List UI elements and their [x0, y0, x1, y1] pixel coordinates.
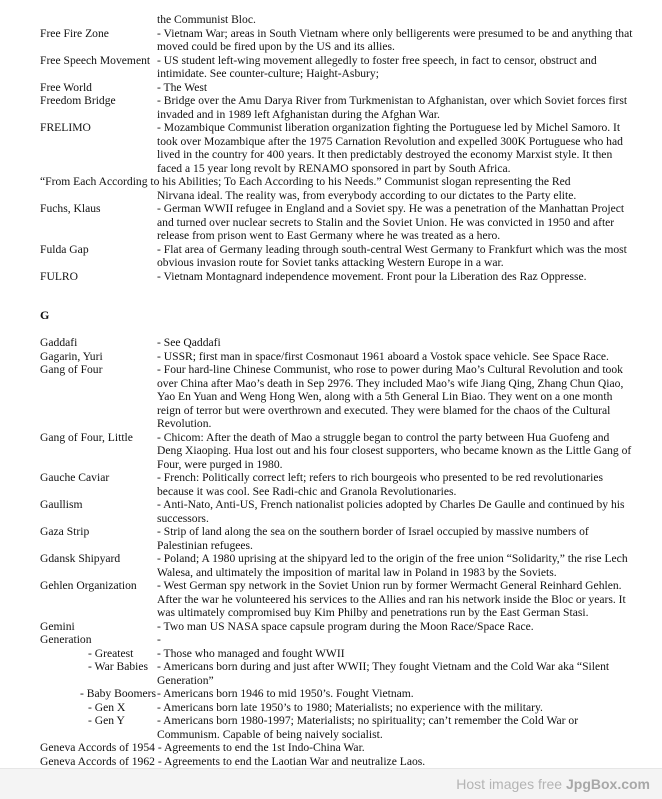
glossary-entry — [0, 660, 662, 687]
entry-term: Gaddafi — [40, 336, 78, 349]
entry-term: Gaza Strip — [40, 525, 90, 538]
entry-definition: - German WWII refugee in England and a Soviet spy. He was a penetration of the Manhattan Project and turned over nuclear secrets to Stalin and the Soviet Union. He was convicted in 1950 and after release from prison went to East Germany where he was treated as a hero. — [157, 202, 625, 242]
glossary-entry — [0, 336, 662, 350]
glossary-entry — [0, 714, 662, 741]
glossary-entry — [0, 202, 662, 243]
entry-term: Gauche Caviar — [40, 471, 110, 484]
footer-credit[interactable] — [456, 776, 650, 792]
glossary-section-g — [0, 336, 662, 768]
entry-definition: - Americans born during and just after WWII; They fought Vietnam and the Cold War aka “Silent Generation” — [157, 660, 610, 687]
entry-definition: - West German spy network in the Soviet Union run by former Wermacht General Reinhard Gehlen. After the war he volunteered his services to the Allies and ran his network inside the Bloc or years. It was ultimately compromised buy Kim Philby and penetrations run by the East German Stasi. — [157, 579, 626, 619]
entry-definition: - Four hard-line Chinese Communist, who rose to power during Mao’s Cultural Revolution and took over China after Mao’s death in Sep 2976. They included Mao’s wife Jiang Qing, Zhang Chun Qiao, Yao En Yuan and Weng Hong Wen, along with a 5th General Lin Biao. They went on a one month reign of terror but were overthrown and executed. They were blamed for the chaos of the Cultural Revolution. — [157, 363, 624, 430]
entry-definition: - Mozambique Communist liberation organization fighting the Portuguese led by Michel Samoro. It took over Mozambique after the 1975 Carnation Revolution and expelled 300K Portuguese who had lived in the country for 400 years. It then predictably destroyed the economy Marxist style. It then faced a 15 year long revolt by RENAMO sponsored in part by South Africa. — [157, 121, 623, 175]
entry-term: - Gen Y — [88, 714, 125, 727]
glossary-entry — [0, 620, 662, 634]
glossary-entry — [0, 552, 662, 579]
entry-definition: the Communist Bloc. — [157, 13, 256, 26]
glossary-entry — [0, 701, 662, 715]
entry-definition: - Americans born 1980-1997; Materialists; no spirituality; can’t remember the Cold War or Communism. Capable of being naively socialist. — [157, 714, 579, 741]
glossary-entry — [0, 13, 662, 27]
entry-definition: - Chicom: After the death of Mao a struggle began to control the party between Hua Guofeng and Deng Xiaoping. Hua lost out and his four closest supporters, who became known as the Little Gang of Four, were purged in 1980. — [157, 430, 632, 471]
entry-definition: - Bridge over the Amu Darya River from Turkmenistan to Afghanistan, over which Soviet forces first invaded and in 1989 left Afghanistan during the Afghan War. — [157, 94, 628, 121]
glossary-entry — [0, 741, 662, 755]
entry-definition: - Those who managed and fought WWII — [157, 646, 345, 660]
entry-definition: - French: Politically correct left; refers to rich bourgeois who presented to be red revolutionaries because it was cool. See Radi-chic and Granola Revolutionaries. — [157, 471, 603, 498]
glossary-entry — [0, 363, 662, 431]
entry-term: Gagarin, Yuri — [40, 349, 103, 363]
glossary-entry — [0, 498, 662, 525]
glossary-entry — [0, 579, 662, 620]
footer-prefix: Host images free — [456, 776, 566, 792]
entry-term: Gdansk Shipyard — [40, 552, 121, 565]
entry-definition: - Flat area of Germany leading through south-central West Germany to Frankfurt which was the most obvious invasion route for Soviet tanks attacking Western Europe in a war. — [157, 242, 627, 269]
entry-term: - Greatest — [88, 646, 134, 660]
entry-definition: - US student left-wing movement allegedly to foster free speech, in fact to censor, obstruct and intimidate. See counter-culture; Haight-Asbury; — [157, 53, 597, 80]
glossary-entry — [0, 755, 662, 769]
entry-definition: - Americans born late 1950’s to 1980; Materialists; no experience with the military. — [157, 700, 543, 714]
entry-definition: - Two man US NASA space capsule program during the Moon Race/Space Race. — [157, 619, 534, 633]
entry-definition: - Strip of land along the sea on the southern border of Israel occupied by massive numbers of Palestinian refugees. — [157, 525, 589, 552]
entry-term: Gaullism — [40, 498, 83, 511]
entry-term: - Gen X — [88, 700, 126, 714]
entry-definition: - Poland; A 1980 uprising at the shipyard led to the origin of the free union “Solidarity,” the rise Lech Walesa, and ultimately the imposition of marital law in Poland in 1983 by the Soviets. — [157, 552, 628, 579]
glossary-entry — [0, 633, 662, 647]
entry-term: Free Speech Movement — [40, 53, 151, 67]
glossary-entry — [0, 81, 662, 95]
glossary-entry — [0, 175, 662, 202]
entry-term: - War Babies — [88, 660, 149, 673]
entry-definition: - USSR; first man in space/first Cosmonaut 1961 aboard a Vostok space vehicle. See Space Race. — [157, 349, 609, 363]
glossary-entry — [0, 94, 662, 121]
entry-definition: - Americans born 1946 to mid 1950’s. Fought Vietnam. — [157, 687, 414, 700]
glossary-entry — [0, 647, 662, 661]
entry-term: Gehlen Organization — [40, 579, 137, 592]
glossary-entry — [0, 270, 662, 284]
glossary-entry — [0, 525, 662, 552]
entry-full-line: “From Each According to his Abilities; To Each According to his Needs.” Communist slogan representing the Red — [40, 175, 571, 188]
entry-definition: - The West — [157, 80, 208, 94]
glossary-entry — [0, 27, 662, 54]
entry-term: Fuchs, Klaus — [40, 202, 101, 215]
entry-term: Gang of Four — [40, 363, 103, 376]
entry-definition: - See Qaddafi — [157, 336, 221, 349]
entry-term: FRELIMO — [40, 121, 91, 134]
glossary-entry — [0, 471, 662, 498]
entry-term: Fulda Gap — [40, 242, 89, 256]
entry-term: FULRO — [40, 269, 79, 283]
entry-term: - Baby Boomers — [80, 687, 156, 700]
glossary-entry — [0, 350, 662, 364]
entry-term: Free Fire Zone — [40, 26, 109, 40]
glossary-entry — [0, 121, 662, 175]
entry-definition: - Vietnam War; areas in South Vietnam where only belligerents were presumed to be and anything that moved could be fired upon by the US and its allies. — [157, 26, 633, 53]
entry-definition: - — [157, 633, 161, 646]
entry-full-line: Geneva Accords of 1954 - Agreements to end the 1st Indo-China War. — [40, 741, 365, 754]
entry-definition: - Anti-Nato, Anti-US, French nationalist policies adopted by Charles De Gaulle and continued by his successors. — [157, 498, 625, 525]
entry-term: Free World — [40, 80, 92, 94]
entry-term: Freedom Bridge — [40, 94, 116, 107]
entry-term: Gemini — [40, 619, 75, 633]
footer-brand[interactable]: JpgBox.com — [565, 776, 650, 792]
glossary-entry — [0, 54, 662, 81]
glossary-entry — [0, 243, 662, 270]
glossary-entry — [0, 687, 662, 701]
glossary-section-f — [0, 13, 662, 283]
footer-bar — [0, 768, 662, 799]
section-heading-g: G — [40, 308, 50, 322]
entry-full-line: Geneva Accords of 1962 - Agreements to end the Laotian War and neutralize Laos. — [40, 754, 426, 768]
glossary-entry — [0, 431, 662, 472]
entry-definition: - Vietnam Montagnard independence movement. Front pour la Liberation des Raz Oppresse. — [157, 269, 587, 283]
entry-term: Generation — [40, 633, 92, 646]
entry-term: Gang of Four, Little — [40, 430, 133, 444]
entry-definition: Nirvana ideal. The reality was, from everybody according to our dictates to the Party elite. — [157, 188, 577, 202]
